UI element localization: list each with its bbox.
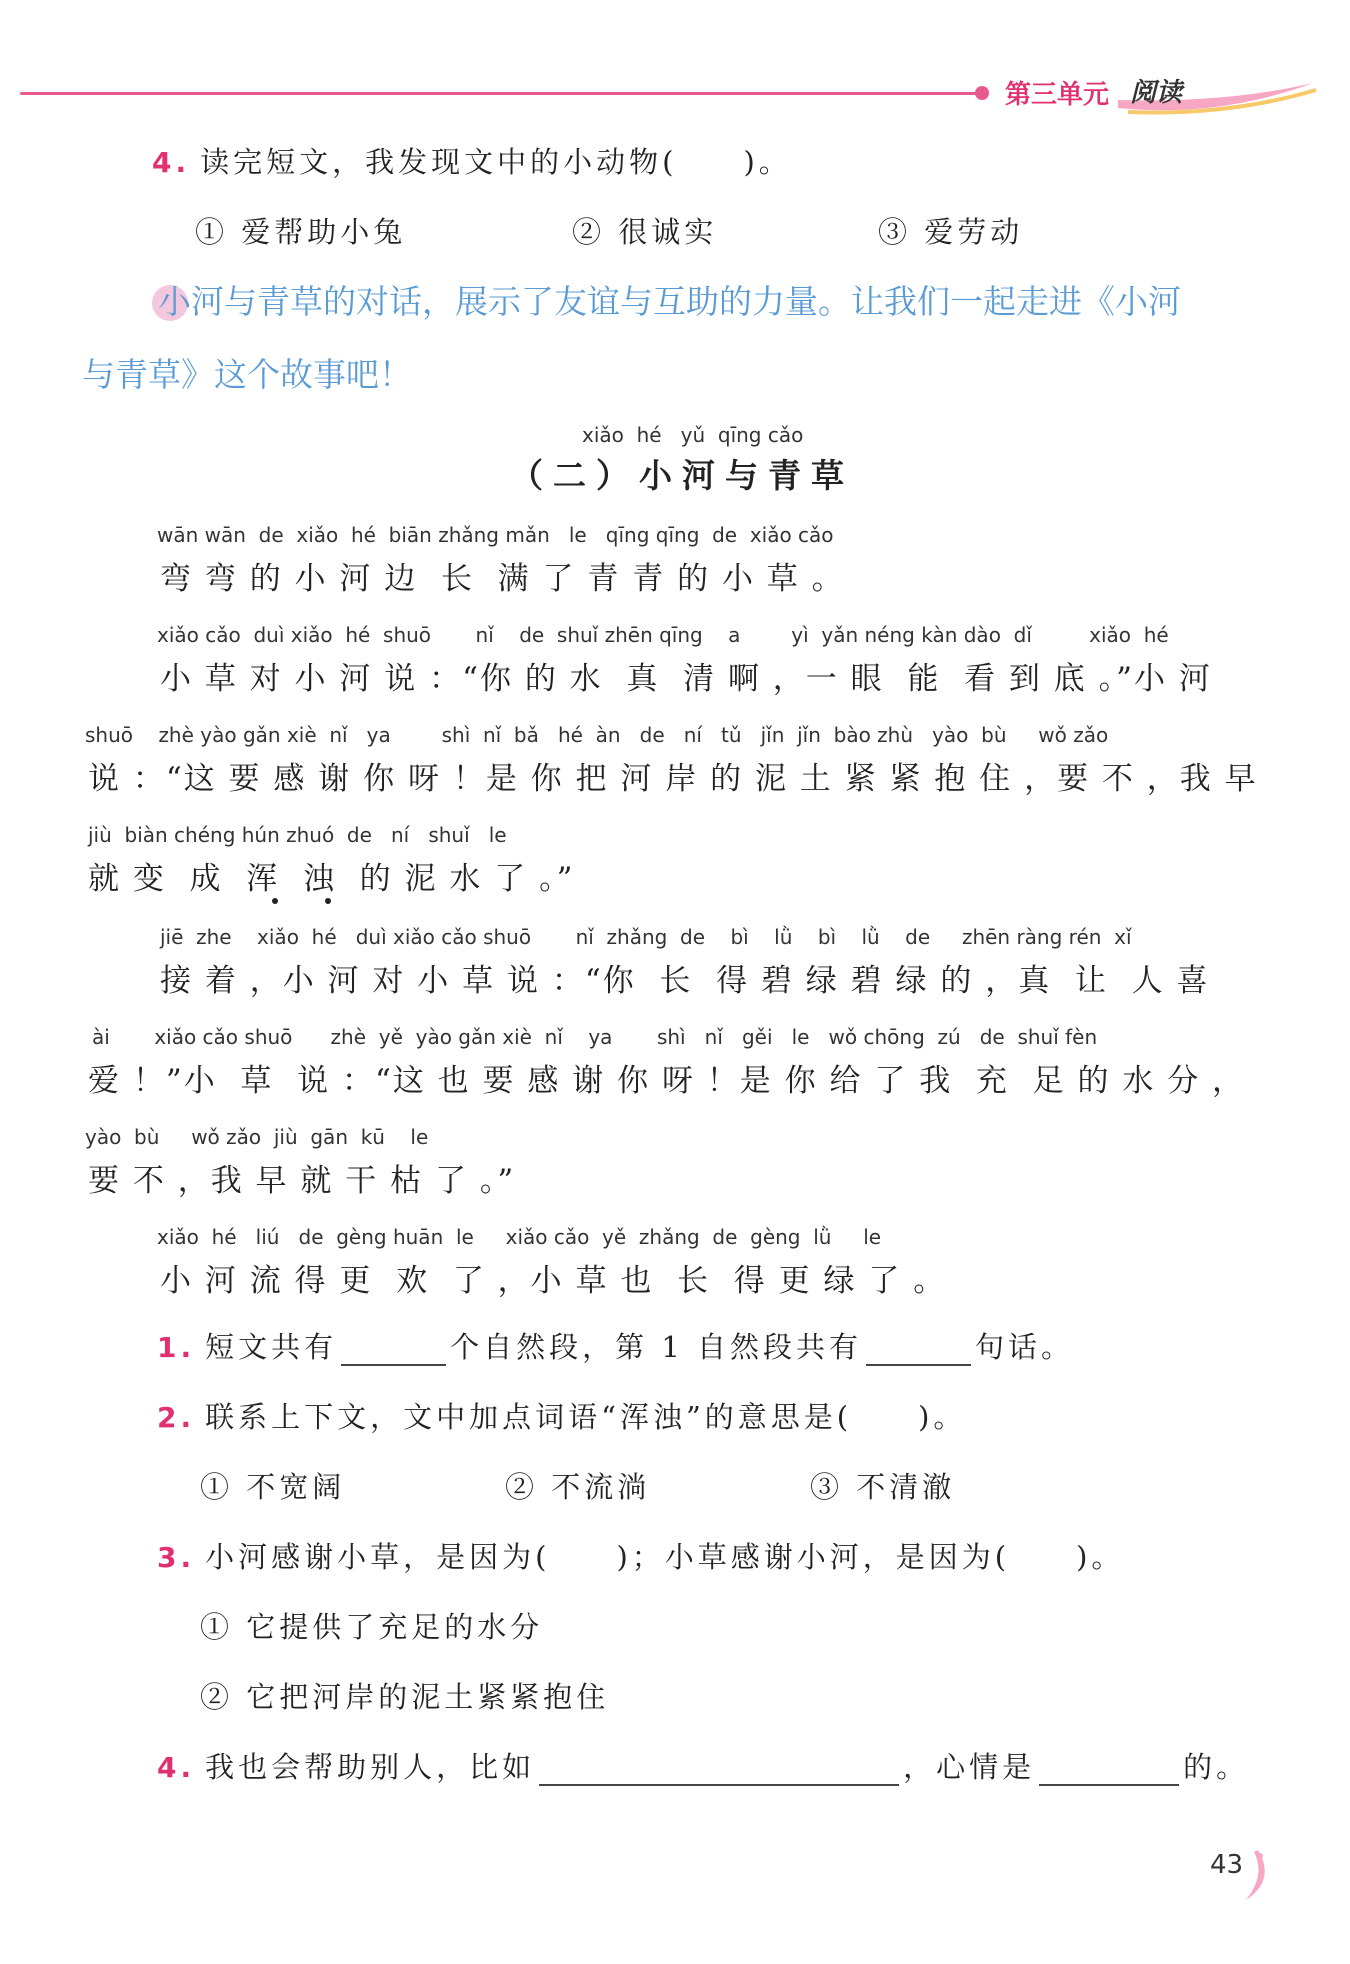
prev-q4-option-3: ③ 爱劳动 [878,215,1024,249]
intro-line-2: 与青草》这个故事吧！ [82,355,412,394]
section-label: 阅读 [1130,78,1183,108]
pinyin-line-5: jiē zhe xiǎo hé duì xiǎo cǎo shuō nǐ zhǎng de bì lǜ bì lǜ de zhēn ràng rén xǐ [160,925,1132,949]
q2-option-2: ② 不流淌 [505,1470,651,1504]
answer-blank-1b[interactable] [866,1334,971,1366]
question-3: 3. 小河感谢小草，是因为( )；小草感谢小河，是因为( )。 [157,1540,1125,1574]
title-pinyin: xiǎo hé yǔ qīng cǎo [582,423,804,447]
q3-option-1: ① 它提供了充足的水分 [200,1610,544,1644]
story-line-7: 要 不 ，我 早 就 干 枯 了 。” [88,1163,516,1199]
emphasis-dot [325,898,331,904]
story-line-5: 接 着 ，小 河 对 小 草 说 ：“你 长 得 碧 绿 碧 绿 的 ，真 让 人 喜 [160,963,1210,999]
pinyin-line-8: xiǎo hé liú de gèng huān le xiǎo cǎo yě zhǎng de gèng lǜ le [157,1225,882,1249]
header-rule [20,92,980,95]
story-line-2: 小 草 对 小 河 说 ：“你 的 水 真 清 啊 ，一 眼 能 看 到 底 。”小 河 [160,661,1212,697]
question-2: 2. 联系上下文，文中加点词语“浑浊”的意思是( )。 [157,1400,967,1434]
header-dot-icon [975,86,989,100]
pinyin-line-1: wān wān de xiǎo hé biān zhǎng mǎn le qīng qīng de xiǎo cǎo [157,523,834,547]
story-line-8: 小 河 流 得 更 欢 了 ，小 草 也 长 得 更 绿 了 。 [160,1263,947,1299]
pinyin-line-2: xiǎo cǎo duì xiǎo hé shuō nǐ de shuǐ zhēn qīng a yì yǎn néng kàn dào dǐ xiǎo hé [157,623,1169,647]
answer-blank-4b[interactable] [1039,1754,1179,1786]
question-4: 4. 我也会帮助别人，比如 ，心情是 的。 [157,1750,1250,1784]
pinyin-line-4: jiù biàn chéng hún zhuó de ní shuǐ le [88,823,507,847]
intro-line-1: 小河与青草的对话，展示了友谊与互助的力量。让我们一起走进《小河 [158,282,1181,321]
pinyin-line-6: ài xiǎo cǎo shuō zhè yě yào gǎn xiè nǐ ya shì nǐ gěi le wǒ chōng zú de shuǐ fèn [92,1025,1098,1049]
story-line-4: 就 变 成 浑 浊 的 泥 水 了 。” [88,861,575,897]
prev-q4-option-1: ① 爱帮助小兔 [195,215,407,249]
story-line-3: 说 ：“这 要 感 谢 你 呀 ！是 你 把 河 岸 的 泥 土 紧 紧 抱 住 ，要 不 ，我 早 [88,761,1258,797]
story-line-6: 爱 ！”小 草 说 ：“这 也 要 感 谢 你 呀 ！是 你 给 了 我 充 足 的 水 分 ， [88,1063,1246,1099]
unit-label: 第三单元 [1005,80,1110,110]
question-1: 1. 短文共有 个自然段，第 1 自然段共有 句话。 [157,1330,1075,1364]
story-title: （二）小河与青草 [510,456,854,495]
story-line-1: 弯 弯 的 小 河 边 长 满 了 青 青 的 小 草 。 [160,561,845,597]
pinyin-line-7: yào bù wǒ zǎo jiù gān kū le [85,1125,429,1149]
q2-option-1: ① 不宽阔 [200,1470,346,1504]
page-number: 43 [1210,1850,1244,1880]
prev-question-4: 4. 读完短文，我发现文中的小动物( )。 [152,145,792,179]
q2-option-3: ③ 不清澈 [810,1470,956,1504]
q3-option-2: ② 它把河岸的泥土紧紧抱住 [200,1680,610,1714]
answer-blank-4a[interactable] [539,1754,899,1786]
answer-blank-1a[interactable] [341,1334,446,1366]
pinyin-line-3: shuō zhè yào gǎn xiè nǐ ya shì nǐ bǎ hé àn de ní tǔ jǐn jǐn bào zhù yào bù wǒ zǎo [85,723,1109,747]
prev-q4-option-2: ② 很诚实 [572,215,718,249]
emphasis-dot [272,898,278,904]
